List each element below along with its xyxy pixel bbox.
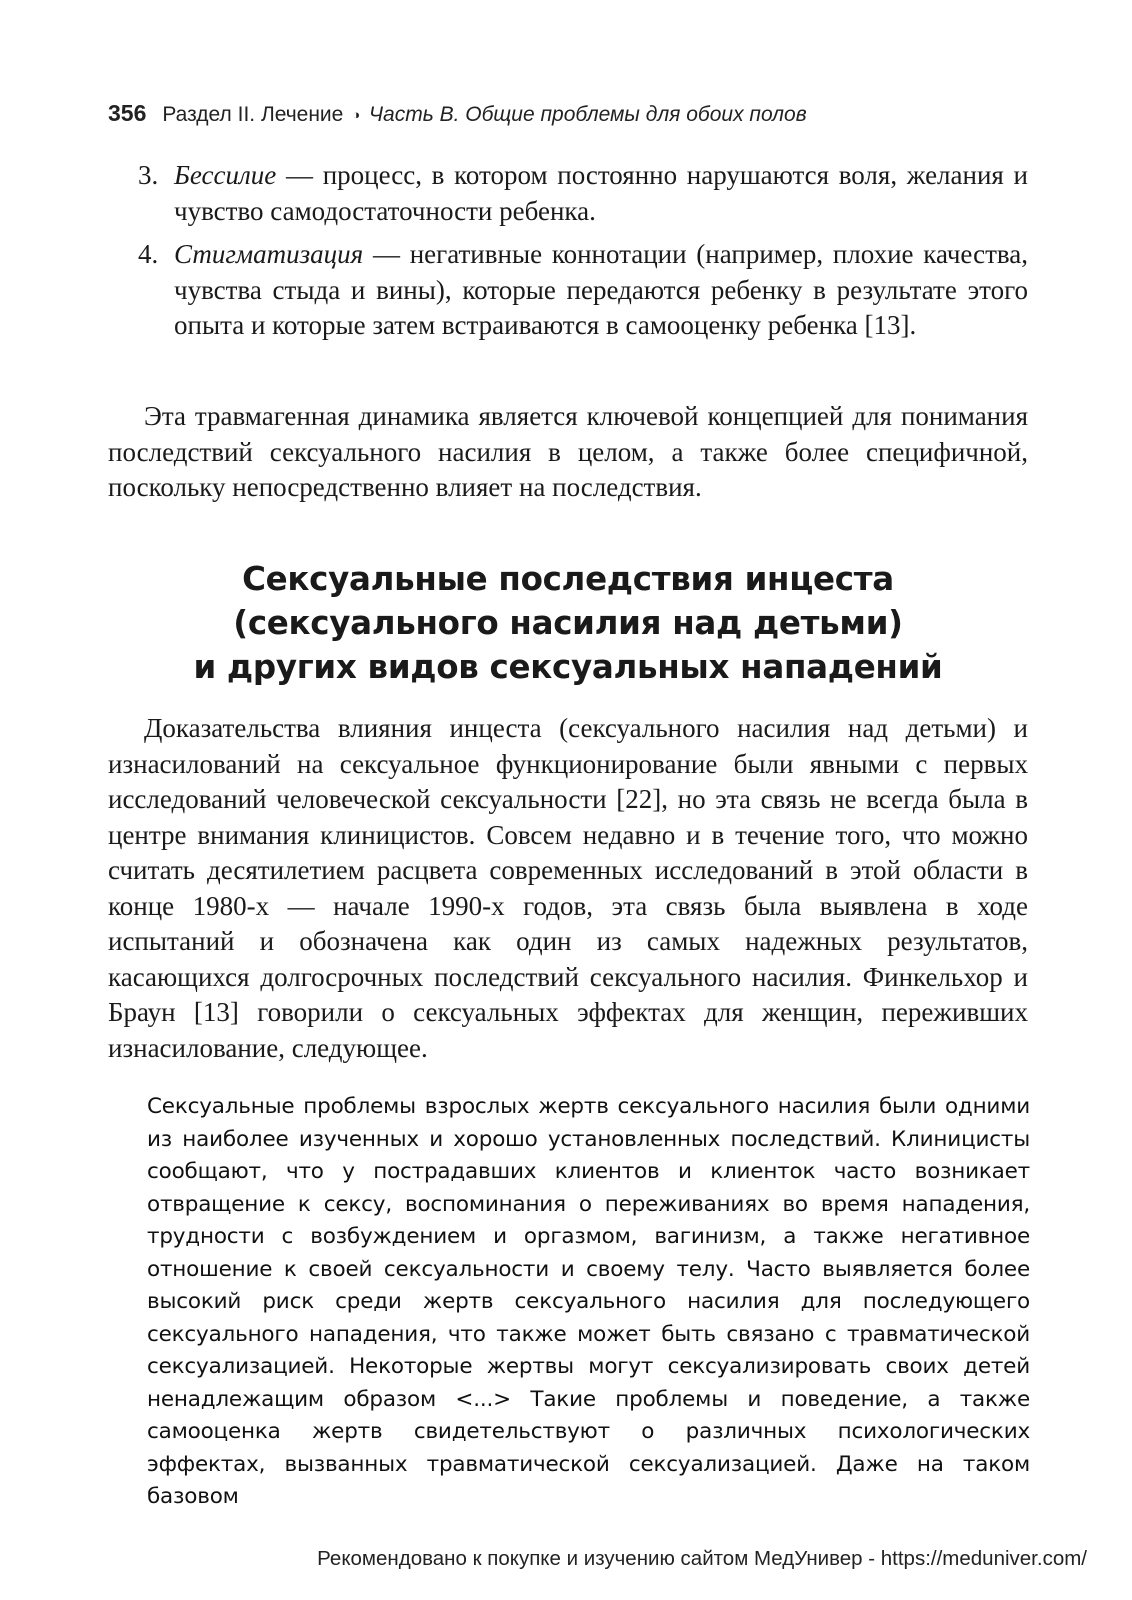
body-paragraph-1 [108, 399, 1028, 506]
footer-watermark: Рекомендовано к покупке и изучению сайтом МедУнивер - https://meduniver.com/ [317, 1547, 1087, 1570]
list-item-number: 3. [138, 160, 159, 190]
list-item-number: 4. [138, 239, 159, 269]
body-paragraph-2 [108, 711, 1028, 1066]
heading-line: и других видов сексуальных нападений [193, 648, 943, 686]
list-item [108, 237, 1028, 344]
page-number: 356 [108, 100, 147, 126]
list-item-term: Бессилие [174, 160, 277, 190]
part-title: Часть B. Общие проблемы для обоих полов [368, 103, 807, 126]
paragraph-text: Доказательства влияния инцеста (сексуального насилия над детьми) и изнасилований на сексуальное функционирование были явными с первых исследований человеческой сексуальности [22], но эта связь не всегда была в центре внимания клиницистов. Совсем недавно и в течение того, что можно считать десятилетием расцвета современных исследований в этой области в конце 1980-х — начале 1990-х годов, эта связь была выявлена в ходе испытаний и обозначена как один из самых надежных результатов, касающихся долгосрочных последствий сексуального насилия. Финкельхор и Браун [13] говорили о сексуальных эффектах для женщин, переживших изнасилование, следующее. [108, 713, 1028, 1063]
heading-line: Сексуальные последствия инцеста [242, 560, 894, 598]
running-header [108, 100, 1028, 127]
list-item-text: — негативные коннотации (например, плохие качества, чувства стыда и вины), которые передаются ребенку в результате этого опыта и которые затем встраиваются в самооценку ребенка [13]. [174, 239, 1028, 340]
list-item-term: Стигматизация [174, 239, 364, 269]
paragraph-text: Эта травмагенная динамика является ключевой концепцией для понимания последствий сексуального насилия в целом, а также более специфичной, поскольку непосредственно влияет на последствия. [108, 401, 1028, 502]
list-item-text: — процесс, в котором постоянно нарушаются воля, желания и чувство самодостаточности ребенка. [174, 160, 1028, 226]
list-item [108, 158, 1028, 229]
numbered-list [108, 158, 1028, 352]
section-heading [108, 557, 1028, 689]
block-quote: Сексуальные проблемы взрослых жертв сексуального насилия были одними из наиболее изученных и хорошо установленных последствий. Клиницисты сообщают, что у пострадавших клиентов и клиенток часто возникает отвращение к сексу, воспоминания о переживаниях во время нападения, трудности с возбуждением и оргазмом, вагинизм, а также негативное отношение к своей сексуальности и своему телу. Часто выявляется более высокий риск среди жертв сексуального насилия для последующего сексуального нападения, что также может быть связано с травматической сексуализацией. Некоторые жертвы могут сексуализировать своих детей ненадлежащим образом <...> Такие проблемы и поведение, а также самооценка жертв свидетельствуют о различных психологических эффектах, вызванных травматической сексуализацией. Даже на таком базовом [147, 1094, 1030, 1509]
heading-line: (сексуального насилия над детьми) [233, 604, 903, 642]
section-title: Раздел II. Лечение [162, 103, 344, 126]
separator-icon: ◑ [352, 107, 361, 122]
